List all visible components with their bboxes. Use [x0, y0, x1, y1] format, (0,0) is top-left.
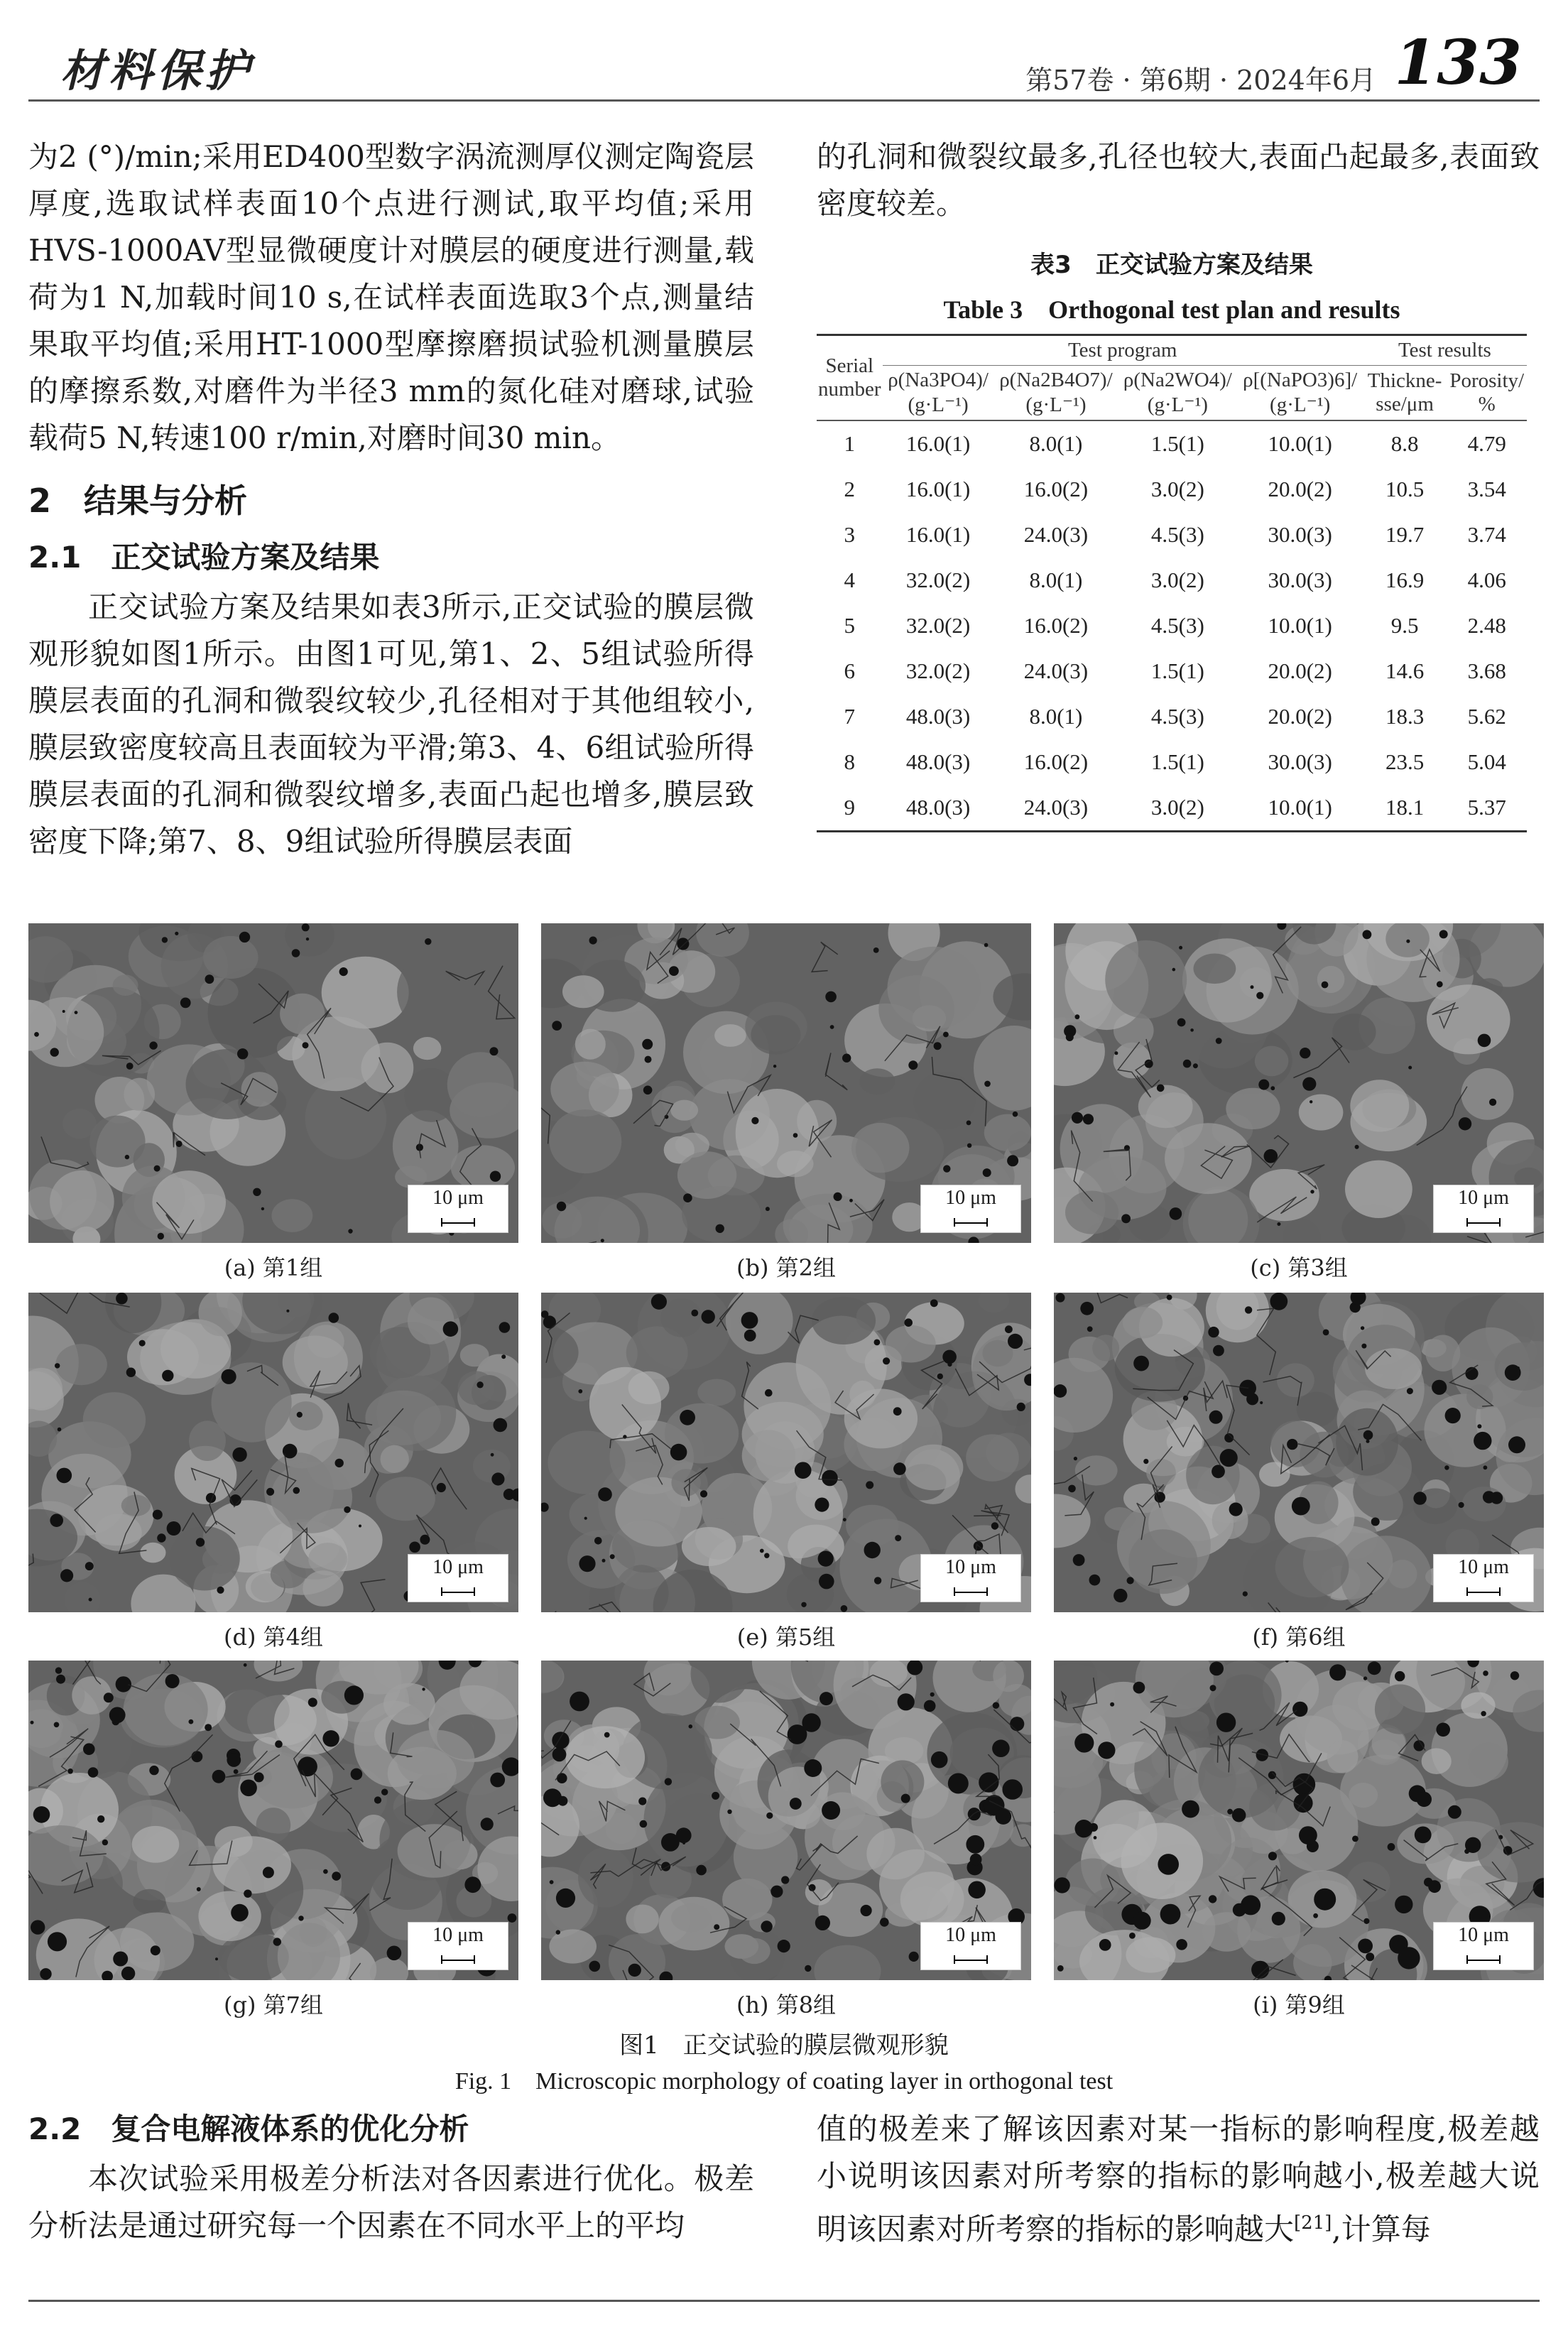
table-cell: 8	[844, 749, 856, 774]
right-column	[817, 134, 1540, 227]
table-cell: 3.0(2)	[1150, 567, 1204, 592]
table-cell: 20.0(2)	[1268, 704, 1332, 729]
scale-bar	[408, 1922, 508, 1970]
table-cell: 1.5(1)	[1150, 658, 1204, 683]
scale-bar	[1433, 1922, 1534, 1970]
table-cell: 3.74	[1467, 522, 1506, 547]
bottom-right-column	[817, 2106, 1540, 2253]
table-row	[817, 558, 1527, 603]
page-number: 133	[1394, 27, 1522, 99]
header-test-results: Test results	[1363, 335, 1527, 366]
scale-bar-line	[954, 1960, 988, 1961]
header-test-program: Test program	[883, 335, 1363, 366]
body-paragraph: 本次试验采用极差分析法对各因素进行优化。极差分析法是通过研究每一个因素在不同水平上的平均	[28, 2161, 754, 2243]
left-column	[28, 134, 754, 865]
table-row	[817, 785, 1527, 832]
page-header	[28, 21, 1540, 99]
table-cell: 4.5(3)	[1150, 613, 1204, 638]
table-cell: 30.0(3)	[1268, 522, 1332, 547]
scale-bar-label: 10 μm	[1458, 1556, 1509, 1578]
scale-bar-line	[441, 1592, 475, 1593]
table-cell: 9	[844, 795, 856, 820]
scale-bar	[408, 1554, 508, 1602]
bottom-left-column	[28, 2106, 754, 2249]
scale-bar-label: 10 μm	[432, 1556, 484, 1578]
table-cell: 32.0(2)	[905, 567, 971, 592]
table-cell: 16.0(1)	[905, 431, 971, 456]
table-cell: 3.54	[1467, 477, 1506, 501]
scale-bar	[920, 1185, 1021, 1233]
table-cell: 10.5	[1385, 477, 1425, 501]
panel-caption: (g) 第7组	[224, 1992, 323, 2018]
panel-caption: (f) 第6组	[1252, 1624, 1346, 1651]
table-cell: 3.0(2)	[1150, 477, 1204, 501]
table-cell: 5	[844, 613, 856, 638]
header-thickness: Thickne-sse/μm	[1367, 369, 1442, 415]
scale-bar	[920, 1922, 1021, 1970]
table-cell: 19.7	[1385, 522, 1425, 547]
body-paragraph	[817, 2106, 1540, 2253]
table-row	[817, 467, 1527, 512]
table-cell: 8.0(1)	[1029, 567, 1083, 592]
table-row	[817, 603, 1527, 648]
header-porosity: Porosity/ %	[1449, 369, 1525, 415]
header-na2wo4: ρ(Na2WO4)/ (g·L⁻¹)	[1123, 369, 1232, 416]
table-cell: 18.3	[1385, 704, 1425, 729]
table-cell: 18.1	[1385, 795, 1425, 820]
sem-micrograph	[541, 923, 1031, 1243]
table-cell: 4	[844, 567, 856, 592]
figure-caption-cn: 图1 正交试验的膜层微观形貌	[619, 2031, 949, 2060]
body-paragraph: 的孔洞和微裂纹最多,孔径也较大,表面凸起最多,表面致密度较差。	[817, 139, 1540, 221]
scale-bar	[408, 1185, 508, 1233]
scale-bar-line	[441, 1222, 475, 1224]
table-cell: 16.0(2)	[1023, 477, 1089, 501]
body-text-span: 值的极差来了解该因素对某一指标的影响程度,极差越小说明该因素对所考察的指标的影响越小,极差越大说明该因素对所考察的指标的影响越大	[817, 2112, 1540, 2246]
citation: [21]	[1294, 2212, 1332, 2234]
table-cell: 16.0(2)	[1023, 749, 1089, 774]
table-cell: 16.9	[1385, 567, 1425, 592]
table-cell: 20.0(2)	[1268, 477, 1332, 501]
table-cell: 30.0(3)	[1268, 567, 1332, 592]
sem-micrograph	[28, 1293, 518, 1612]
scale-bar-label: 10 μm	[945, 1187, 996, 1209]
sem-micrograph	[28, 1661, 518, 1980]
table-cell: 32.0(2)	[905, 658, 971, 683]
table-cell: 30.0(3)	[1268, 749, 1332, 774]
table-cell: 4.5(3)	[1150, 522, 1204, 547]
sem-micrograph	[28, 923, 518, 1243]
table-cell: 2	[844, 477, 856, 501]
sem-micrograph	[1054, 1661, 1544, 1980]
table-cell: 48.0(3)	[905, 704, 971, 729]
table-cell: 5.37	[1467, 795, 1506, 820]
table-cell: 3	[844, 522, 856, 547]
table-cell: 10.0(1)	[1268, 431, 1332, 456]
sem-micrograph	[1054, 1293, 1544, 1612]
body-text-span: ,计算每	[1332, 2212, 1431, 2246]
sem-micrograph	[1054, 923, 1544, 1243]
table-cell: 2.48	[1467, 613, 1506, 638]
subsection-heading: 2.2 复合电解液体系的优化分析	[28, 2112, 469, 2146]
scale-bar-line	[441, 1960, 475, 1961]
table-cell: 1.5(1)	[1150, 431, 1204, 456]
subsection-heading: 2.1 正交试验方案及结果	[28, 540, 380, 575]
scale-bar-line	[954, 1222, 988, 1224]
table-cell: 48.0(3)	[905, 795, 971, 820]
scale-bar-line	[1466, 1222, 1501, 1224]
table-cell: 24.0(3)	[1023, 658, 1089, 683]
table-row	[817, 694, 1527, 739]
table-cell: 1	[844, 431, 856, 456]
table-cell: 48.0(3)	[905, 749, 971, 774]
table-row	[817, 648, 1527, 694]
scale-bar-line	[1466, 1592, 1501, 1593]
table-cell: 1.5(1)	[1150, 749, 1204, 774]
table-body	[817, 420, 1527, 832]
table-cell: 24.0(3)	[1023, 795, 1089, 820]
panel-caption: (i) 第9组	[1253, 1992, 1345, 2018]
table-cell: 8.8	[1390, 431, 1419, 456]
table-row	[817, 739, 1527, 785]
sem-micrograph	[541, 1293, 1031, 1612]
table-cell: 32.0(2)	[905, 613, 971, 638]
table-cell: 3.68	[1467, 658, 1506, 683]
header-na3po4: ρ(Na3PO4)/ (g·L⁻¹)	[888, 369, 989, 416]
table-cell: 24.0(3)	[1023, 522, 1089, 547]
header-na2b4o7: ρ(Na2B4O7)/ (g·L⁻¹)	[999, 369, 1113, 416]
table-row	[817, 420, 1527, 467]
table-cell: 16.0(2)	[1023, 613, 1089, 638]
table-cell: 4.79	[1467, 431, 1506, 456]
header-napo3: ρ[(NaPO3)6]/ (g·L⁻¹)	[1243, 369, 1358, 416]
table-cell: 16.0(1)	[905, 477, 971, 501]
footer-rule	[28, 2300, 1540, 2302]
table-cell: 5.62	[1467, 704, 1506, 729]
table-cell: 9.5	[1390, 613, 1419, 638]
table-cell: 20.0(2)	[1268, 658, 1332, 683]
table-cell: 10.0(1)	[1268, 795, 1332, 820]
panel-caption: (e) 第5组	[736, 1624, 836, 1651]
journal-logo: 材料保护	[60, 45, 254, 97]
table-cell: 10.0(1)	[1268, 613, 1332, 638]
scale-bar	[1433, 1554, 1534, 1602]
figure-caption-en: Fig. 1 Microscopic morphology of coating layer in orthogonal test	[454, 2068, 1114, 2094]
header-serial: Serial number	[818, 354, 881, 401]
table-cell: 4.06	[1467, 567, 1506, 592]
table-cell: 6	[844, 658, 856, 683]
panel-caption: (a) 第1组	[224, 1254, 323, 1281]
panel-caption: (d) 第4组	[224, 1624, 323, 1651]
scale-bar	[1433, 1185, 1534, 1233]
panel-caption: (h) 第8组	[736, 1992, 837, 2018]
table-cell: 16.0(1)	[905, 522, 971, 547]
table-cell: 14.6	[1385, 658, 1425, 683]
panel-caption: (c) 第3组	[1250, 1254, 1348, 1281]
orthogonal-results-table	[817, 334, 1527, 832]
scale-bar-label: 10 μm	[945, 1556, 996, 1578]
table-cell: 8.0(1)	[1029, 704, 1083, 729]
header-rule	[28, 99, 1540, 102]
table-caption-cn: 表3 正交试验方案及结果	[1030, 251, 1313, 279]
scale-bar-label: 10 μm	[432, 1924, 484, 1946]
table-cell: 8.0(1)	[1029, 431, 1083, 456]
table-cell: 23.5	[1385, 749, 1425, 774]
scale-bar-line	[1466, 1960, 1501, 1961]
body-paragraph: 正交试验方案及结果如表3所示,正交试验的膜层微观形貌如图1所示。由图1可见,第1、2、5组试验所得膜层表面的孔洞和微裂纹较少,孔径相对于其他组较小,膜层致密度较高且表面较为平滑;第3、4、6组试验所得膜层表面的孔洞和微裂纹增多,表面凸起也增多,膜层致密度下降;第7、8、9组试验所得膜层表面	[28, 589, 754, 859]
issue-info: 第57卷 · 第6期 · 2024年6月	[1025, 65, 1376, 96]
table-cell: 7	[844, 704, 856, 729]
scale-bar-label: 10 μm	[432, 1187, 484, 1209]
section-heading: 2 结果与分析	[28, 482, 248, 520]
panel-caption: (b) 第2组	[736, 1254, 836, 1281]
table-cell: 4.5(3)	[1150, 704, 1204, 729]
table-cell: 3.0(2)	[1150, 795, 1204, 820]
scale-bar-line	[954, 1592, 988, 1593]
sem-micrograph	[541, 1661, 1031, 1980]
scale-bar-label: 10 μm	[945, 1924, 996, 1946]
table-cell: 5.04	[1467, 749, 1506, 774]
scale-bar	[920, 1554, 1021, 1602]
scale-bar-label: 10 μm	[1458, 1187, 1509, 1209]
table-row	[817, 512, 1527, 558]
table-caption-en: Table 3 Orthogonal test plan and results	[943, 295, 1400, 324]
body-paragraph: 为2 (°)/min;采用ED400型数字涡流测厚仪测定陶瓷层厚度,选取试样表面10个点进行测试,取平均值;采用HVS-1000AV型显微硬度计对膜层的硬度进行测量,载荷为1 N,加载时间10 s,在试样表面选取3个点,测量结果取平均值;采用HT-1000型摩擦磨损试验机测量膜层的摩擦系数,对磨件为半径3 mm的氮化硅对磨球,试验载荷5 N,转速100 r/min,对磨时间30 min。	[28, 139, 754, 455]
scale-bar-label: 10 μm	[1458, 1924, 1509, 1946]
